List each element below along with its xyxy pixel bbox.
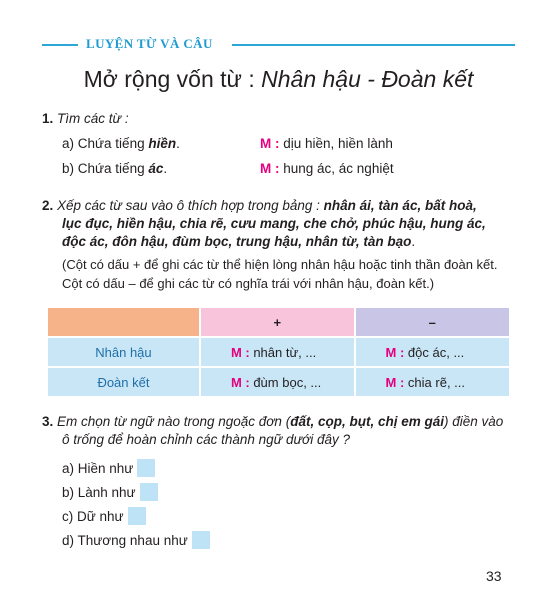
q1-item-b-label: b) Chứa tiếng — [62, 161, 149, 176]
section-label: LUYỆN TỪ VÀ CÂU — [78, 36, 221, 52]
section-header — [42, 37, 515, 51]
q3-item-d-text: d) Thương nhau như — [62, 533, 188, 548]
answer-blank[interactable] — [128, 507, 146, 525]
q3-item-a — [62, 459, 155, 478]
q2-number: 2. — [42, 198, 54, 213]
q1-item-a-label: a) Chứa tiếng — [62, 136, 149, 151]
q1-item-b — [62, 160, 167, 178]
table-header-plus: + — [200, 307, 355, 337]
classification-table — [46, 306, 511, 398]
q1-prompt — [42, 110, 129, 128]
q3-item-c-text: c) Dữ như — [62, 509, 124, 524]
q2-words-line3: độc ác, đôn hậu, đùm bọc, trung hậu, nhân từ, tàn bạo — [62, 234, 412, 249]
table-header-minus: – — [355, 307, 510, 337]
q1-example-a-text: dịu hiền, hiền lành — [279, 136, 393, 151]
answer-blank[interactable] — [140, 483, 158, 501]
table-cell-text: đùm bọc, ... — [249, 374, 322, 390]
table-row-label: Đoàn kết — [47, 367, 200, 397]
q1-example-a — [260, 135, 393, 153]
title-topic: Nhân hậu - Đoàn kết — [261, 66, 474, 92]
section-line-right — [232, 44, 515, 46]
q1-item-a — [62, 135, 180, 153]
q2-line3-end: . — [411, 234, 416, 249]
table-cell-text: chia rẽ, ... — [404, 374, 466, 390]
table-cell-text: độc ác, ... — [404, 344, 465, 360]
section-line-left — [42, 44, 78, 46]
q3-item-c — [62, 507, 146, 526]
q1-item-b-word: ác — [148, 161, 164, 176]
q3-item-b-text: b) Lành như — [62, 485, 136, 500]
answer-blank[interactable] — [137, 459, 155, 477]
q3-item-d — [62, 531, 210, 550]
table-cell-text: nhân từ, ... — [249, 344, 317, 360]
q3-line2: ô trống để hoàn chỉnh các thành ngữ dưới đây ? — [62, 432, 350, 447]
table-row-label: Nhân hậu — [47, 337, 200, 367]
page-number: 33 — [486, 568, 502, 584]
q2-prompt: Xếp các từ sau vào ô thích hợp trong bảng : — [57, 198, 324, 213]
q3-prompt-end: ) điền vào — [443, 414, 504, 429]
q3-item-a-text: a) Hiền như — [62, 461, 134, 476]
table-cell-marker: M : — [385, 344, 405, 360]
table-cell-marker: M : — [385, 374, 405, 390]
table-cell-marker: M : — [230, 374, 250, 390]
q1-example-b — [260, 160, 394, 178]
table-header-row — [47, 307, 510, 337]
q3-item-b — [62, 483, 158, 502]
q3-options: đất, cọp, bụt, chị em gái — [290, 414, 444, 429]
q1-example-a-marker: M : — [260, 136, 280, 151]
q1-example-b-marker: M : — [260, 161, 280, 176]
title-prefix: Mở rộng vốn từ : — [83, 66, 262, 92]
q2-line1 — [42, 197, 477, 215]
q2-note1: (Cột có dấu + để ghi các từ thể hiện lòng nhân hậu hoặc tinh thần đoàn kết. — [62, 257, 498, 272]
q3-line1 — [42, 413, 503, 431]
q2-line2: lục đục, hiền hậu, chia rẽ, cưu mang, che chở, phúc hậu, hung ác, — [62, 216, 486, 231]
table-header-blank — [47, 307, 200, 337]
table-cell-plus — [200, 367, 355, 397]
q1-text: Tìm các từ : — [57, 111, 129, 126]
q1-item-a-end: . — [176, 136, 180, 151]
table-row — [47, 337, 510, 367]
q1-number: 1. — [42, 111, 54, 126]
table-cell-minus — [355, 367, 510, 397]
q3-number: 3. — [42, 414, 54, 429]
answer-blank[interactable] — [192, 531, 210, 549]
table-cell-minus — [355, 337, 510, 367]
q1-example-b-text: hung ác, ác nghiệt — [279, 161, 394, 176]
q1-item-a-word: hiền — [148, 136, 177, 151]
q1-item-b-end: . — [163, 161, 168, 176]
page-title — [0, 66, 557, 93]
table-cell-marker: M : — [230, 344, 250, 360]
q2-words-line1: nhân ái, tàn ác, bất hoà, — [323, 198, 477, 213]
table-cell-plus — [200, 337, 355, 367]
q2-note2: Cột có dấu – để ghi các từ có nghĩa trái với nhân hậu, đoàn kết.) — [62, 276, 435, 291]
q3-prompt-start: Em chọn từ ngữ nào trong ngoặc đơn ( — [57, 414, 291, 429]
q2-line3 — [62, 233, 415, 251]
table-row — [47, 367, 510, 397]
